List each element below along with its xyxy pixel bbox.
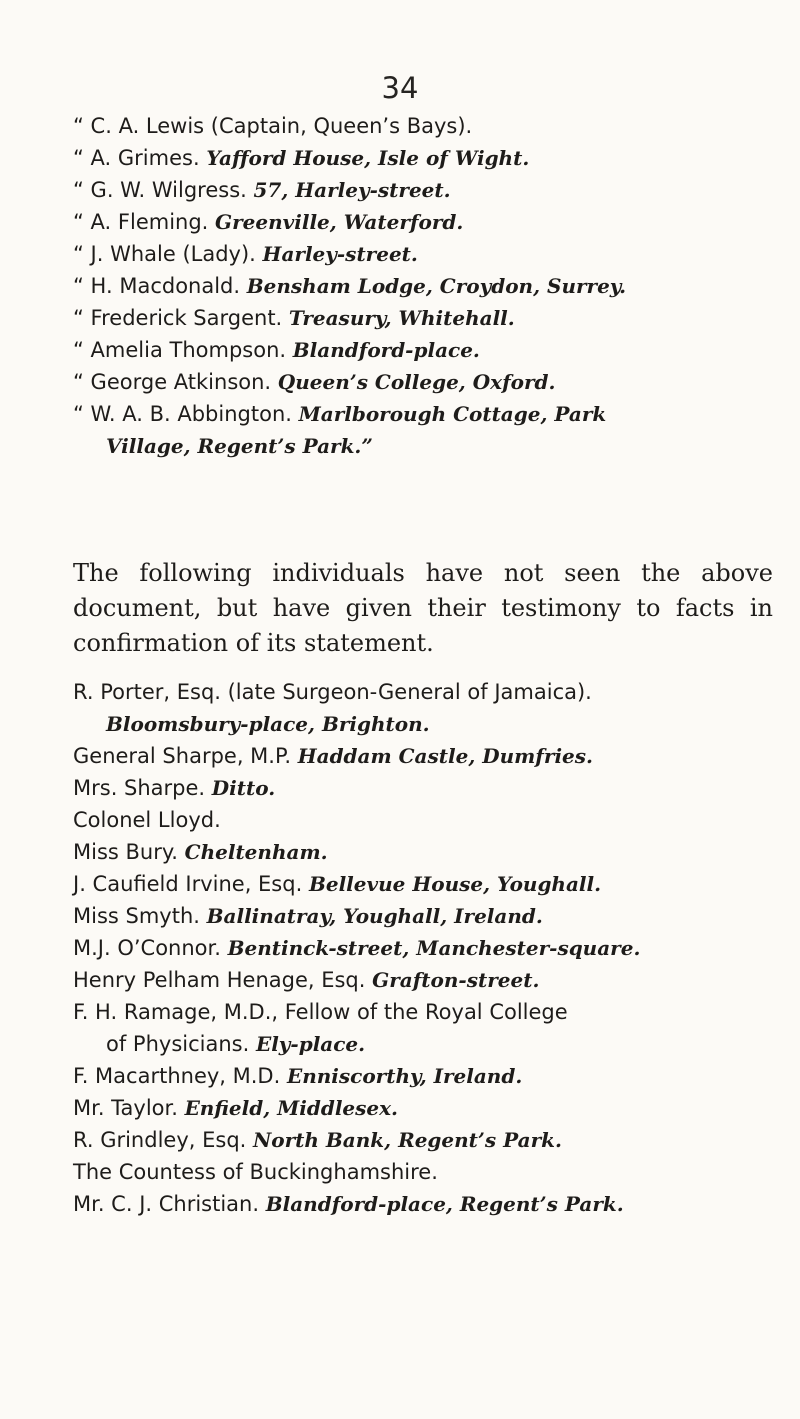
- entry-name: “ A. Fleming.: [73, 210, 216, 234]
- list-item: [73, 740, 773, 772]
- entry-name: Mr. Taylor.: [73, 1096, 185, 1120]
- entry-name: “ Amelia Thompson.: [73, 338, 293, 362]
- intro-paragraph: The following individuals have not seen the above document, but have given their testimony to facts in confirmation of its statement.: [73, 559, 773, 657]
- entry-address: Queen’s College, Oxford.: [277, 370, 556, 394]
- entry-address: Enfield, Middlesex.: [184, 1096, 399, 1120]
- entry-continuation: [73, 1028, 773, 1060]
- entry-address: Bellevue House, Youghall.: [308, 872, 602, 896]
- entry-name: Mr. C. J. Christian.: [73, 1192, 266, 1216]
- entry-name: The Countess of Buckinghamshire.: [73, 1160, 438, 1184]
- list-item: [73, 1124, 773, 1156]
- list-item: [73, 238, 773, 270]
- entry-address: Blandford-place.: [292, 338, 480, 362]
- entry-address: Haddam Castle, Dumfries.: [297, 744, 593, 768]
- entry-name: “ George Atkinson.: [73, 370, 278, 394]
- entry-name: Mrs. Sharpe.: [73, 776, 212, 800]
- entry-name: Henry Pelham Henage, Esq.: [73, 968, 373, 992]
- entry-name: J. Caufield Irvine, Esq.: [73, 872, 309, 896]
- entry-address: Greenville, Waterford.: [215, 210, 464, 234]
- list-item: [73, 868, 773, 900]
- entry-name: “ C. A. Lewis (Captain, Queen’s Bays).: [73, 114, 473, 138]
- list-item: [73, 1188, 773, 1220]
- list-item: [73, 1092, 773, 1124]
- list-item: [73, 676, 773, 740]
- list-item: [73, 366, 773, 398]
- list-item: [73, 900, 773, 932]
- entry-address: Ditto.: [211, 776, 276, 800]
- entry-address: Cheltenham.: [184, 840, 328, 864]
- entry-address: Marlborough Cottage, Park: [298, 402, 607, 426]
- entry-address-continuation: Bloomsbury-place, Brighton.: [106, 712, 430, 736]
- entry-name: Miss Bury.: [73, 840, 185, 864]
- entry-name: F. H. Ramage, M.D., Fellow of the Royal College: [73, 1000, 568, 1024]
- list-item: [73, 110, 773, 142]
- entry-name: “ A. Grimes.: [73, 146, 207, 170]
- entry-name: R. Grindley, Esq.: [73, 1128, 253, 1152]
- list-item: [73, 836, 773, 868]
- entry-name: “ G. W. Wilgress.: [73, 178, 254, 202]
- entry-address-continuation: Village, Regent’s Park.”: [106, 434, 373, 458]
- list-item: [73, 1060, 773, 1092]
- list-item: [73, 270, 773, 302]
- list-item: [73, 964, 773, 996]
- entry-address: Yafford House, Isle of Wight.: [206, 146, 530, 170]
- entry-name: “ J. Whale (Lady).: [73, 242, 263, 266]
- entry-name: Colonel Lloyd.: [73, 808, 221, 832]
- entry-name: “ H. Macdonald.: [73, 274, 247, 298]
- entry-address: Blandford-place, Regent’s Park.: [265, 1192, 624, 1216]
- list-item: [73, 334, 773, 366]
- page-number: 34: [381, 71, 419, 105]
- entry-address: North Bank, Regent’s Park.: [253, 1128, 562, 1152]
- entry-continuation-text: of Physicians.: [106, 1032, 256, 1056]
- quoted-signatories-list: [73, 110, 773, 462]
- entry-name: Miss Smyth.: [73, 904, 207, 928]
- list-item: [73, 804, 773, 836]
- entry-address: 57, Harley-street.: [253, 178, 451, 202]
- entry-address-continuation: Ely-place.: [255, 1032, 366, 1056]
- list-item: [73, 142, 773, 174]
- testimony-list: [73, 676, 773, 1220]
- entry-name: “ W. A. B. Abbington.: [73, 402, 299, 426]
- list-item: [73, 174, 773, 206]
- list-item: [73, 302, 773, 334]
- entry-address: Ballinatray, Youghall, Ireland.: [206, 904, 543, 928]
- entry-address: Bensham Lodge, Croydon, Surrey.: [246, 274, 627, 298]
- entry-address: Bentinck-street, Manchester-square.: [227, 936, 641, 960]
- entry-address: Enniscorthy, Ireland.: [286, 1064, 523, 1088]
- entry-address: Treasury, Whitehall.: [288, 306, 515, 330]
- entry-name: “ Frederick Sargent.: [73, 306, 289, 330]
- entry-name: R. Porter, Esq. (late Surgeon-General of Jamaica).: [73, 680, 592, 704]
- entry-name: M.J. O’Connor.: [73, 936, 228, 960]
- list-item: [73, 206, 773, 238]
- entry-name: F. Macarthney, M.D.: [73, 1064, 287, 1088]
- list-item: [73, 772, 773, 804]
- list-item: [73, 996, 773, 1060]
- list-item: [73, 1156, 773, 1188]
- list-item: [73, 398, 773, 462]
- entry-address: Harley-street.: [262, 242, 418, 266]
- list-item: [73, 932, 773, 964]
- entry-address: Grafton-street.: [372, 968, 540, 992]
- entry-name: General Sharpe, M.P.: [73, 744, 298, 768]
